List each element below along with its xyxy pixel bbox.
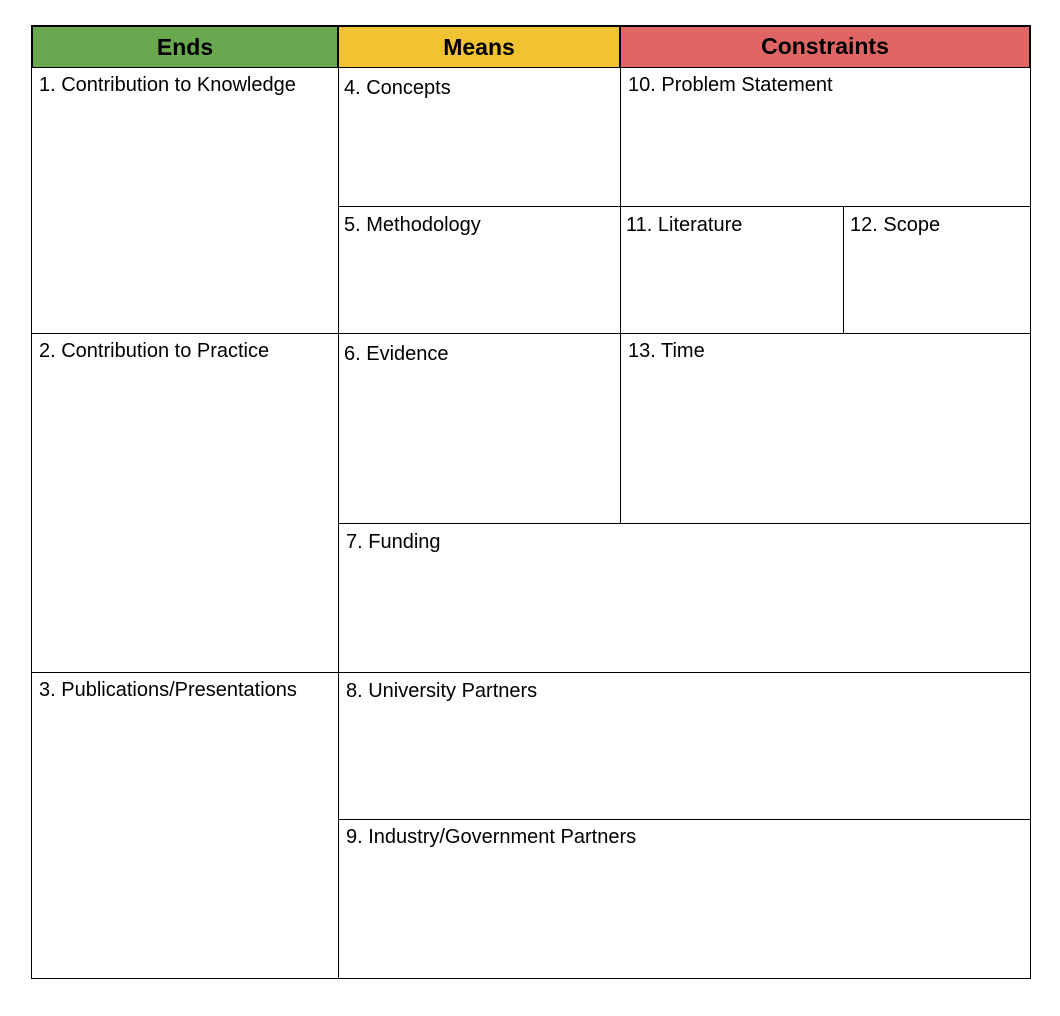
- header-ends-label: Ends: [156, 33, 214, 60]
- cell-literature: [620, 206, 845, 334]
- cell-label: 11. Literature: [626, 214, 743, 236]
- cell-label: 5. Methodology: [344, 214, 481, 236]
- cell-evidence: [338, 333, 621, 524]
- cell-contribution-practice: [31, 333, 339, 673]
- header-ends: [31, 25, 339, 69]
- cell-label: 1. Contribution to Knowledge: [39, 74, 296, 96]
- header-constraints-label: Constraints: [761, 33, 889, 59]
- cell-methodology: [338, 206, 621, 334]
- cell-contribution-knowledge: [31, 67, 339, 334]
- cell-label: 4. Concepts: [344, 77, 451, 99]
- header-means: [337, 25, 621, 69]
- cell-label: 3. Publications/Presentations: [39, 679, 297, 701]
- cell-publications: [31, 672, 339, 979]
- cell-scope: [843, 206, 1031, 334]
- cell-label: 8. University Partners: [346, 680, 538, 702]
- cell-label: 2. Contribution to Practice: [39, 340, 270, 362]
- cell-industry-government-partners: [338, 819, 1031, 979]
- cell-university-partners: [338, 672, 1031, 820]
- cell-label: 7. Funding: [346, 531, 441, 553]
- cell-time: [620, 333, 1031, 524]
- cell-label: 12. Scope: [850, 214, 941, 236]
- cell-problem-statement: [620, 67, 1031, 207]
- cell-label: 6. Evidence: [344, 343, 449, 365]
- cell-funding: [338, 523, 1031, 673]
- header-constraints: [619, 25, 1031, 69]
- cell-concepts: [338, 67, 621, 207]
- cell-label: 10. Problem Statement: [628, 74, 833, 96]
- cell-label: 9. Industry/Government Partners: [346, 826, 637, 848]
- cell-label: 13. Time: [628, 340, 705, 362]
- header-means-label: Means: [443, 33, 515, 60]
